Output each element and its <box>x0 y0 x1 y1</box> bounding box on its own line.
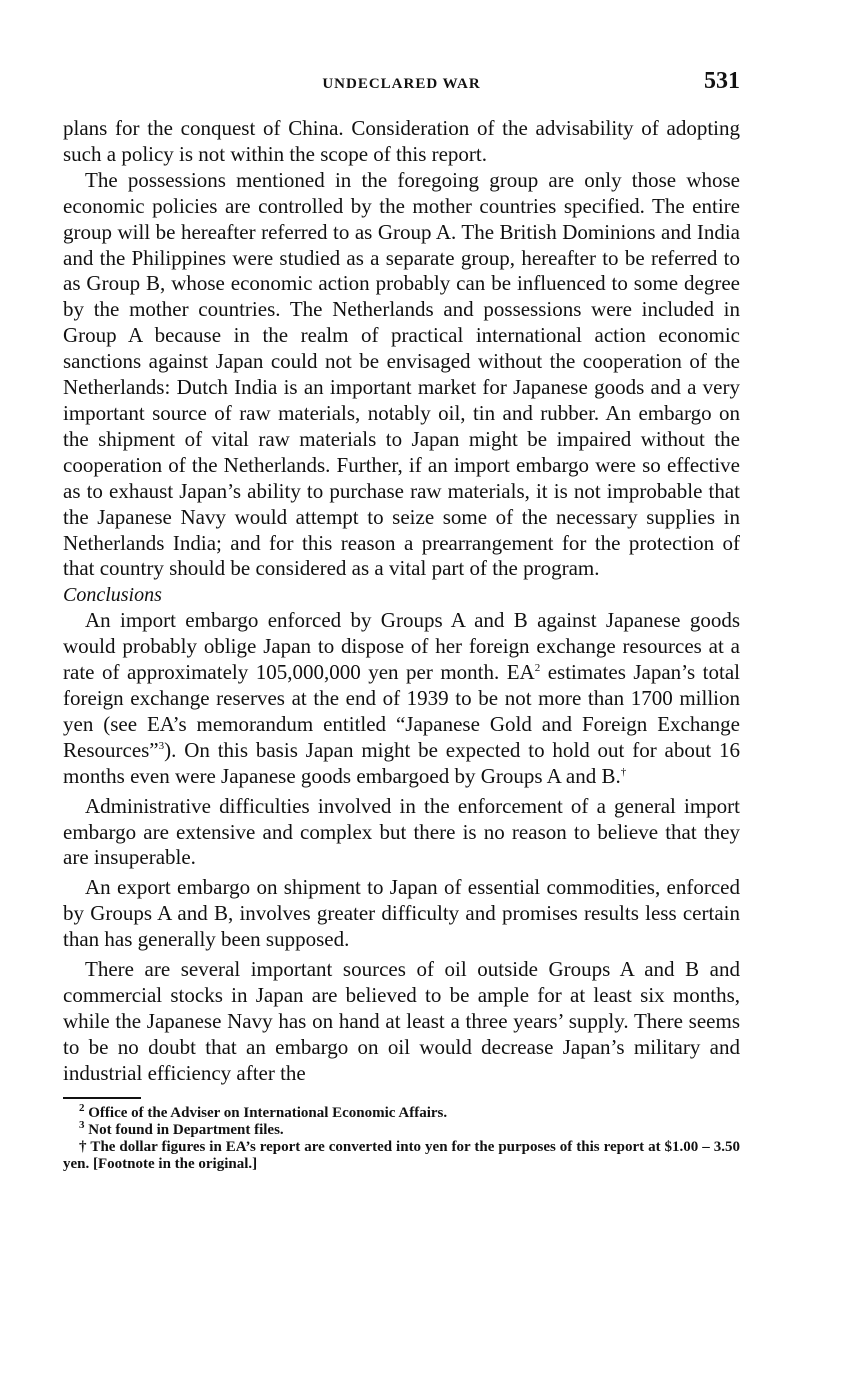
footnote-rule <box>63 1097 141 1099</box>
import-embargo-text-2: estimates Japan’s total foreign exchange reserves at the end of 1939 to be not more than 1700 million yen (see EA’s memorandum entitled “Japanese Gold and Foreign Exchange Resources” <box>63 660 740 762</box>
body-text <box>63 116 740 1087</box>
import-embargo-text-1: An import embargo enforced by Groups A and B against Japanese goods would probably oblige Japan to dispose of her foreign exchange resources at a rate of approximately 105,000,000 yen per month. EA <box>63 608 740 685</box>
paragraph-oil: There are several important sources of oil outside Groups A and B and commercial stocks in Japan are believed to be ample for at least six months, while the Japanese Navy has on hand at least a three years’ supply. There seems to be no doubt that an embargo on oil would decrease Japan’s military and industrial efficiency after the <box>63 957 740 1085</box>
footnote-3-text: Not found in Department files. <box>84 1121 284 1138</box>
section-heading-conclusions: Conclusions <box>63 584 162 607</box>
footnote-dagger-mark: † <box>79 1138 87 1155</box>
page-number: 531 <box>704 68 740 94</box>
footnote-2-mark: 2 <box>79 1101 85 1114</box>
footnotes <box>63 1101 740 1173</box>
running-title: UNDECLARED WAR <box>322 76 481 92</box>
footnote-ref-3: 3 <box>158 739 165 752</box>
footnote-dagger-text: The dollar figures in EA’s report are converted into yen for the purposes of this report at $1.00 – 3.50 yen. [Footnote in the original.] <box>63 1138 740 1172</box>
paragraph-export-embargo: An export embargo on shipment to Japan of essential commodities, enforced by Groups A and B, involves greater difficulty and promises results less certain than has generally been supposed. <box>63 875 740 952</box>
footnote-ref-dagger: † <box>620 765 627 778</box>
footnote-2 <box>63 1101 740 1122</box>
footnote-ref-2: 2 <box>534 662 541 675</box>
paragraph-administrative: Administrative difficulties involved in the enforcement of a general import embargo are extensive and complex but there is no reason to believe that they are insuperable. <box>63 793 740 870</box>
footnote-3-mark: 3 <box>79 1118 85 1131</box>
paragraph-possessions: The possessions mentioned in the foregoing group are only those whose economic policies are controlled by the mother countries specified. The entire group will be hereafter referred to as Group A. The British Dominions and India and the Philippines were studied as a separate group, hereafter to be referred to as Group B, whose economic action probably can be influenced to some degree by the mother countries. The Netherlands and possessions were included in Group A because in the realm of practical international action economic sanctions against Japan could not be envisaged without the cooperation of the Netherlands: Dutch India is an important market for Japanese goods and a very important source of raw materials, notably oil, tin and rubber. An embargo on the shipment of vital raw materials to Japan might be impaired without the cooperation of the Netherlands. Further, if an import embargo were so effective as to exhaust Japan’s ability to purchase raw materials, it is not improbable that the Japanese Navy would attempt to seize some of the necessary supplies in Netherlands India; and for this reason a prearrangement for the protection of that country should be considered as a vital part of the program. <box>63 167 740 581</box>
footnote-2-text: Office of the Adviser on International Economic Affairs. <box>84 1104 448 1121</box>
paragraph-continuation: plans for the conquest of China. Consideration of the advisability of adopting such a policy is not within the scope of this report. <box>63 116 740 166</box>
running-head <box>63 68 740 100</box>
import-embargo-text-3: ). On this basis Japan might be expected to hold out for about 16 months even were Japanese goods embargoed by Groups A and B. <box>63 737 740 788</box>
footnote-dagger <box>63 1139 740 1173</box>
footnote-3 <box>63 1118 740 1139</box>
paragraph-import-embargo <box>63 608 740 789</box>
document-page <box>63 68 740 1173</box>
